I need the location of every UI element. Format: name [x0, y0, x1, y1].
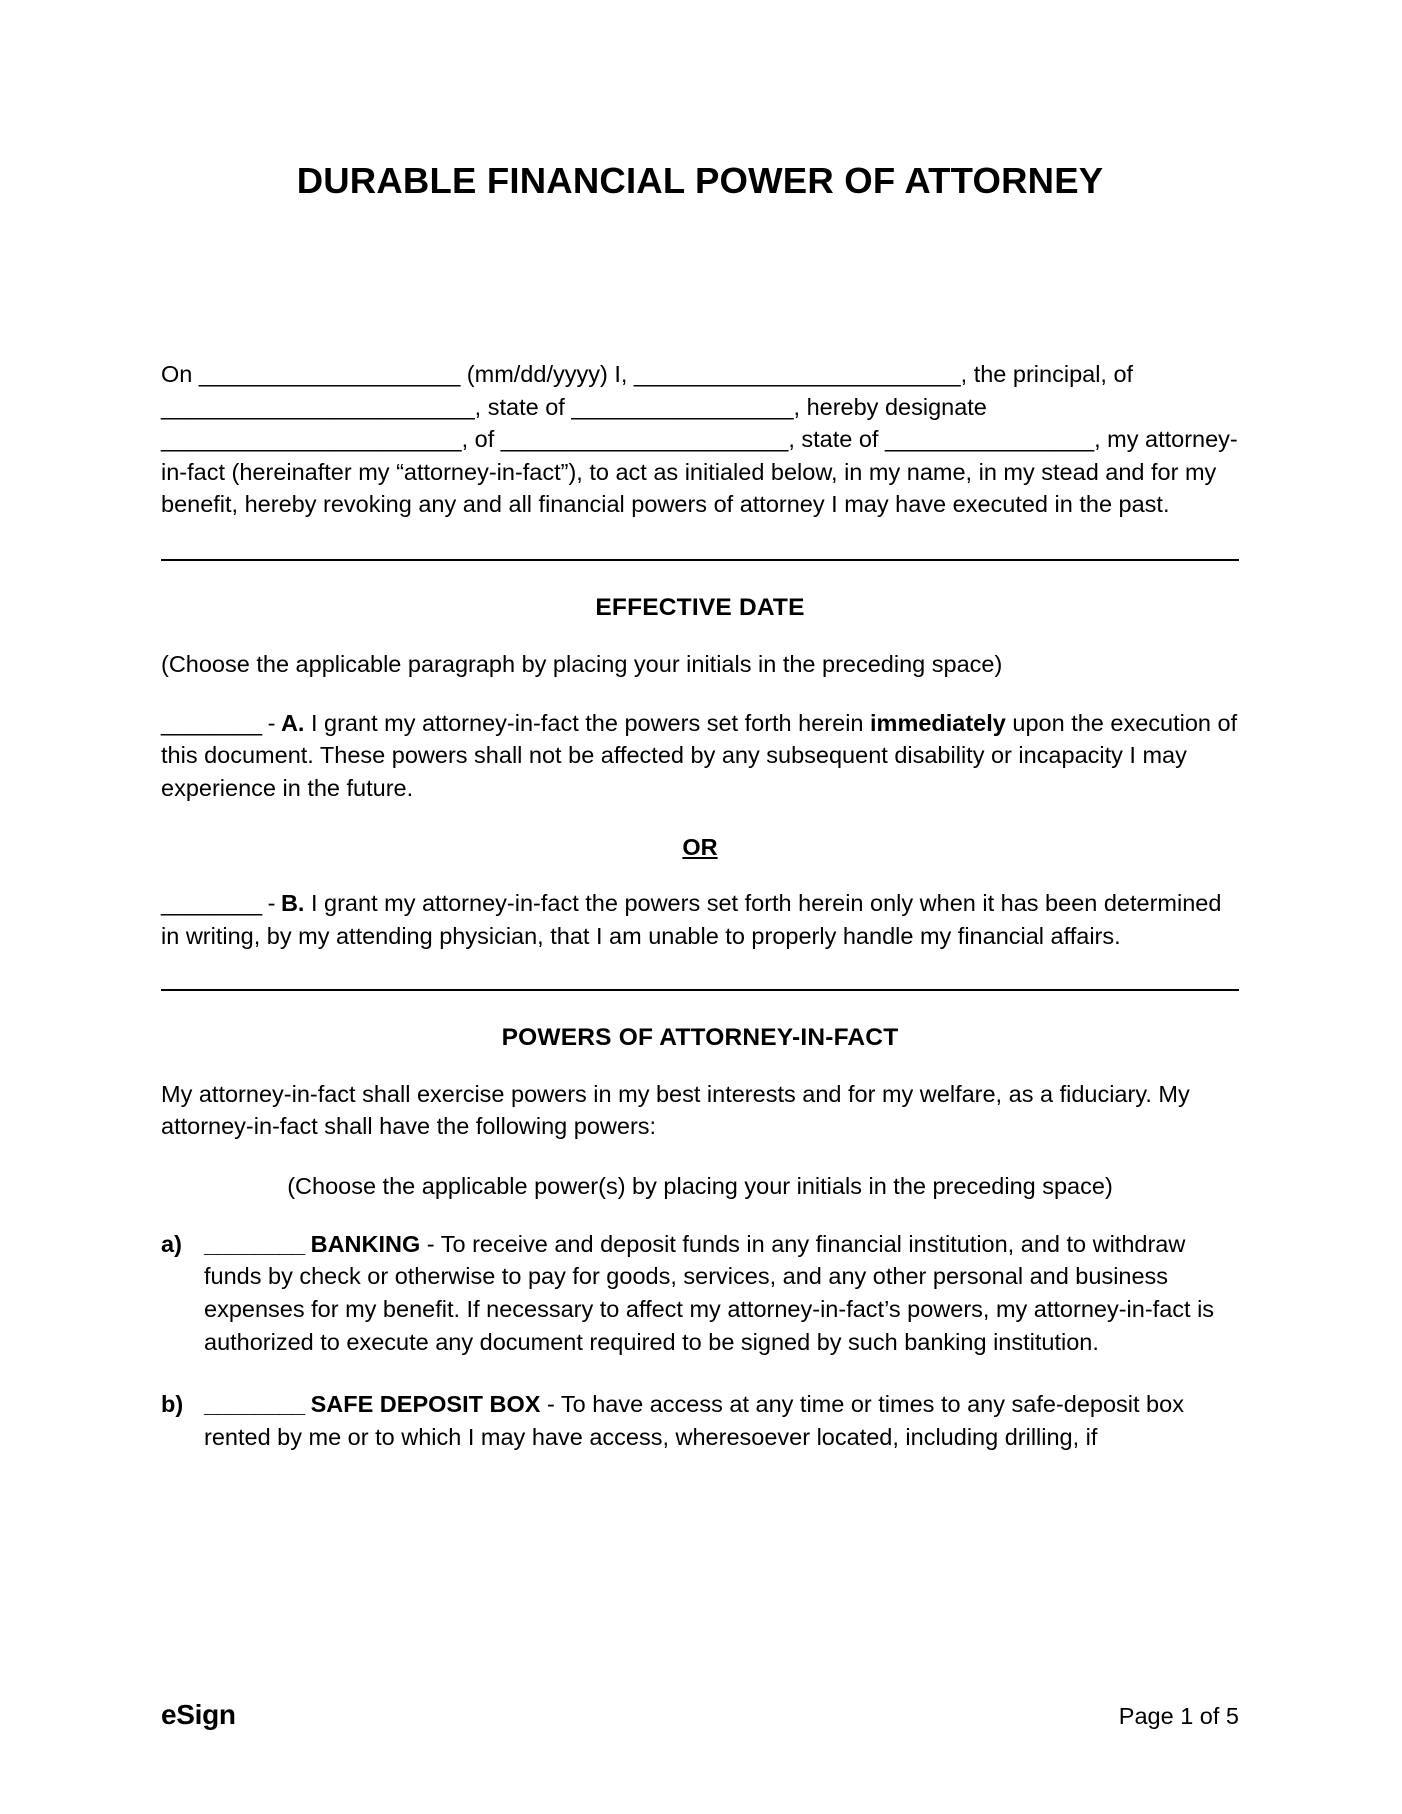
- effective-date-instruction: (Choose the applicable paragraph by placing your initials in the preceding space): [161, 650, 1003, 677]
- esign-logo: eSign: [161, 1699, 236, 1730]
- powers-instruction: (Choose the applicable power(s) by placing your initials in the preceding space): [287, 1172, 1113, 1199]
- list-item: [161, 1228, 1239, 1358]
- intro-paragraph: On ____________________ (mm/dd/yyyy) I, _________________________, the principal, of ________________________, state of _________________, hereby designate _______________________, of ______________________, state of ________________, my attorney-in-fact (hereinafter my “attorney-in-fact”), to act as initialed below, in my name, in my stead and for my benefit, hereby revoking any and all financial powers of attorney I may have executed in the past.: [161, 361, 1238, 518]
- option-a-text-1: I grant my attorney-in-fact the powers set forth herein: [304, 709, 871, 736]
- powers-lead-paragraph: My attorney-in-fact shall exercise powers in my best interests and for my welfare, as a fiduciary. My attorney-in-fact shall have the following powers:: [161, 1080, 1190, 1140]
- option-b-text: I grant my attorney-in-fact the powers set forth herein only when it has been determined in writing, by my attending physician, that I am unable to properly handle my financial affairs.: [161, 890, 1222, 949]
- list-item: [161, 1388, 1239, 1453]
- page-title: DURABLE FINANCIAL POWER OF ATTORNEY: [296, 160, 1104, 201]
- section-divider-1: [161, 559, 1239, 561]
- section-heading-effective-date: EFFECTIVE DATE: [595, 593, 805, 621]
- effective-date-option-a: [161, 707, 1239, 805]
- list-item-body: [204, 1228, 1239, 1358]
- effective-date-option-b: [161, 887, 1239, 952]
- section-heading-powers: POWERS OF ATTORNEY-IN-FACT: [501, 1023, 899, 1051]
- power-b-label: SAFE DEPOSIT BOX: [310, 1391, 541, 1418]
- powers-list: [161, 1228, 1239, 1454]
- page-footer: [161, 1699, 1239, 1731]
- option-a-emphasis: immediately: [870, 709, 1006, 736]
- option-b-letter: B.: [280, 890, 305, 917]
- page-number: Page 1 of 5: [1118, 1703, 1239, 1729]
- power-a-text: - To receive and deposit funds in any financial institution, and to withdraw funds by check or otherwise to pay for goods, services, and any other personal and business expenses for my benefit. If necessary to affect my attorney-in-fact’s powers, my attorney-in-fact is authorized to execute any document required to be signed by such banking institution.: [204, 1230, 1215, 1355]
- list-item-body: [204, 1388, 1239, 1453]
- option-b-initials-blank[interactable]: ________ -: [161, 890, 281, 917]
- document-body: [161, 0, 1239, 1453]
- power-a-initials-blank[interactable]: ________: [204, 1230, 311, 1257]
- power-a-label: BANKING: [310, 1230, 421, 1257]
- list-item-marker: a): [161, 1230, 182, 1257]
- list-item-marker: b): [161, 1391, 184, 1418]
- option-a-initials-blank[interactable]: ________ -: [161, 709, 281, 736]
- section-divider-2: [161, 989, 1239, 991]
- power-b-initials-blank[interactable]: ________: [204, 1391, 311, 1418]
- or-separator: OR: [682, 834, 718, 861]
- option-a-text-2: upon the execution of this document. These powers shall not be affected by any subsequent disability or incapacity I may experience in the future.: [161, 709, 1238, 801]
- option-a-letter: A.: [280, 709, 305, 736]
- power-b-text: - To have access at any time or times to any safe-deposit box rented by me or to which I may have access, wheresoever located, including drilling, if: [204, 1391, 1184, 1450]
